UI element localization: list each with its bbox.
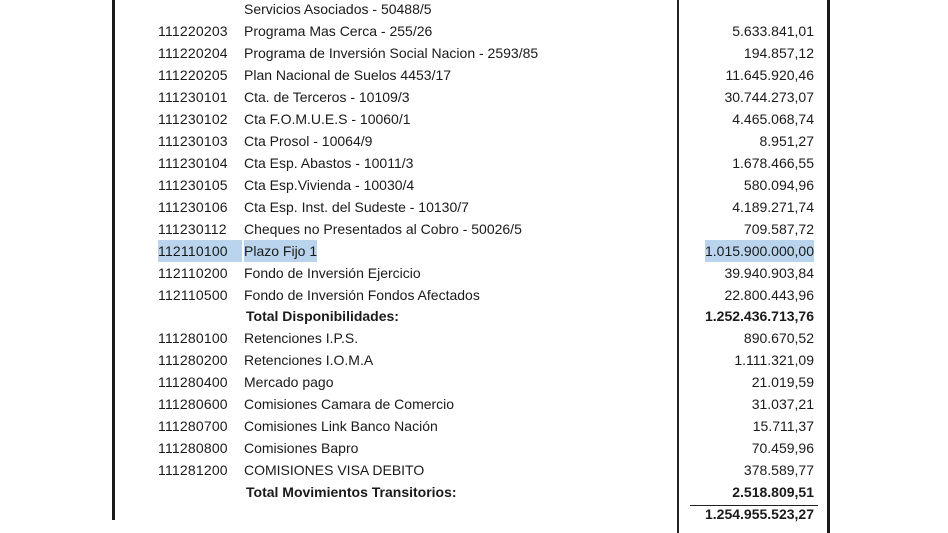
ledger-row bbox=[0, 371, 948, 393]
account-code: 111280200 bbox=[158, 352, 228, 368]
account-description: Servicios Asociados - 50488/5 bbox=[244, 1, 432, 17]
ledger-row bbox=[0, 108, 948, 130]
total-amount: 2.518.809,51 bbox=[732, 484, 814, 500]
account-code: 111220203 bbox=[158, 23, 228, 39]
total-label: Total Movimientos Transitorios: bbox=[246, 484, 457, 500]
account-amount: 194.857,12 bbox=[743, 45, 814, 61]
account-code: 111280700 bbox=[158, 418, 228, 434]
account-description: Comisiones Link Banco Nación bbox=[244, 418, 438, 434]
account-description: Cta Esp. Inst. del Sudeste - 10130/7 bbox=[244, 199, 469, 215]
account-description: Fondo de Inversión Fondos Afectados bbox=[244, 287, 480, 303]
ledger-row bbox=[0, 218, 948, 240]
ledger-row bbox=[0, 86, 948, 108]
account-amount: 1.678.466,55 bbox=[732, 155, 814, 171]
sum-rule bbox=[690, 505, 818, 506]
ledger-row bbox=[0, 0, 948, 20]
ledger-row bbox=[0, 327, 948, 349]
account-amount: 70.459,96 bbox=[751, 440, 814, 456]
account-description: Cta Esp. Abastos - 10011/3 bbox=[244, 155, 414, 171]
account-code: 111280600 bbox=[158, 396, 228, 412]
ledger-row bbox=[0, 42, 948, 64]
account-description: Fondo de Inversión Ejercicio bbox=[244, 265, 421, 281]
account-description: Retenciones I.P.S. bbox=[244, 330, 359, 346]
total-row bbox=[0, 503, 948, 525]
account-code: 111230103 bbox=[158, 133, 228, 149]
account-description: COMISIONES VISA DEBITO bbox=[244, 462, 425, 478]
ledger-row bbox=[0, 64, 948, 86]
account-code: 111280100 bbox=[158, 330, 228, 346]
account-amount: 22.800.443,96 bbox=[724, 287, 814, 303]
account-code: 111220205 bbox=[158, 67, 228, 83]
account-amount: 8.951,27 bbox=[759, 133, 814, 149]
account-description: Cta Esp.Vivienda - 10030/4 bbox=[244, 177, 415, 193]
account-code: 111230102 bbox=[158, 111, 228, 127]
ledger-row bbox=[0, 349, 948, 371]
account-description: Programa Mas Cerca - 255/26 bbox=[244, 23, 433, 39]
account-amount: 378.589,77 bbox=[743, 462, 814, 478]
account-description: Retenciones I.O.M.A bbox=[244, 352, 374, 368]
account-amount: 11.645.920,46 bbox=[725, 67, 814, 83]
account-amount: 1.111.321,09 bbox=[734, 352, 814, 368]
account-description: Programa de Inversión Social Nacion - 2593/85 bbox=[244, 45, 539, 61]
account-description: Cheques no Presentados al Cobro - 50026/5 bbox=[244, 221, 522, 237]
account-code: 111230101 bbox=[158, 89, 228, 105]
ledger-row bbox=[0, 437, 948, 459]
total-amount: 1.254.955.523,27 bbox=[705, 506, 814, 522]
account-amount: 15.711,37 bbox=[752, 418, 814, 434]
account-amount: 30.744.273,07 bbox=[724, 89, 814, 105]
account-description: Cta F.O.M.U.E.S - 10060/1 bbox=[244, 111, 411, 127]
ledger-row bbox=[0, 415, 948, 437]
account-code: 111280400 bbox=[158, 374, 228, 390]
account-amount: 580.094,96 bbox=[743, 177, 814, 193]
ledger-row bbox=[0, 284, 948, 306]
account-code: 111230106 bbox=[158, 199, 228, 215]
ledger-row bbox=[0, 262, 948, 284]
account-code: 111220204 bbox=[158, 45, 228, 61]
account-code: 112110500 bbox=[158, 287, 228, 303]
ledger-row bbox=[0, 459, 948, 481]
total-label: Total Disponibilidades: bbox=[246, 308, 399, 324]
account-amount: 5.633.841,01 bbox=[732, 23, 814, 39]
ledger-row bbox=[0, 393, 948, 415]
total-amount: 1.252.436.713,76 bbox=[705, 308, 814, 324]
account-amount: 39.940.903,84 bbox=[724, 265, 814, 281]
ledger-row bbox=[0, 130, 948, 152]
total-row bbox=[0, 481, 948, 503]
ledger-row bbox=[0, 152, 948, 174]
account-code: 112110100 bbox=[158, 240, 242, 262]
account-amount: 4.189.271,74 bbox=[732, 199, 814, 215]
ledger-row-selected bbox=[0, 240, 948, 262]
account-amount: 31.037,21 bbox=[751, 396, 814, 412]
account-description: Comisiones Camara de Comercio bbox=[244, 396, 455, 412]
account-description: Cta Prosol - 10064/9 bbox=[244, 133, 373, 149]
account-code: 111230105 bbox=[158, 177, 228, 193]
ledger-row bbox=[0, 174, 948, 196]
account-description: Mercado pago bbox=[244, 374, 334, 390]
account-description: Plazo Fijo 1 bbox=[244, 240, 317, 262]
account-amount: 709.587,72 bbox=[743, 221, 814, 237]
account-amount: 4.465.068,74 bbox=[732, 111, 814, 127]
account-code: 111280800 bbox=[158, 440, 228, 456]
ledger-row bbox=[0, 20, 948, 42]
account-description: Cta. de Terceros - 10109/3 bbox=[244, 89, 410, 105]
account-amount: 1.015.900.000,00 bbox=[705, 240, 814, 262]
account-amount: 890.670,52 bbox=[743, 330, 814, 346]
ledger-row bbox=[0, 196, 948, 218]
account-description: Comisiones Bapro bbox=[244, 440, 359, 456]
account-code: 112110200 bbox=[158, 265, 228, 281]
account-description: Plan Nacional de Suelos 4453/17 bbox=[244, 67, 452, 83]
account-amount: 21.019,59 bbox=[751, 374, 814, 390]
account-code: 111230112 bbox=[158, 221, 227, 237]
account-code: 111230104 bbox=[158, 155, 228, 171]
total-row bbox=[0, 305, 948, 327]
account-code: 111281200 bbox=[158, 462, 228, 478]
